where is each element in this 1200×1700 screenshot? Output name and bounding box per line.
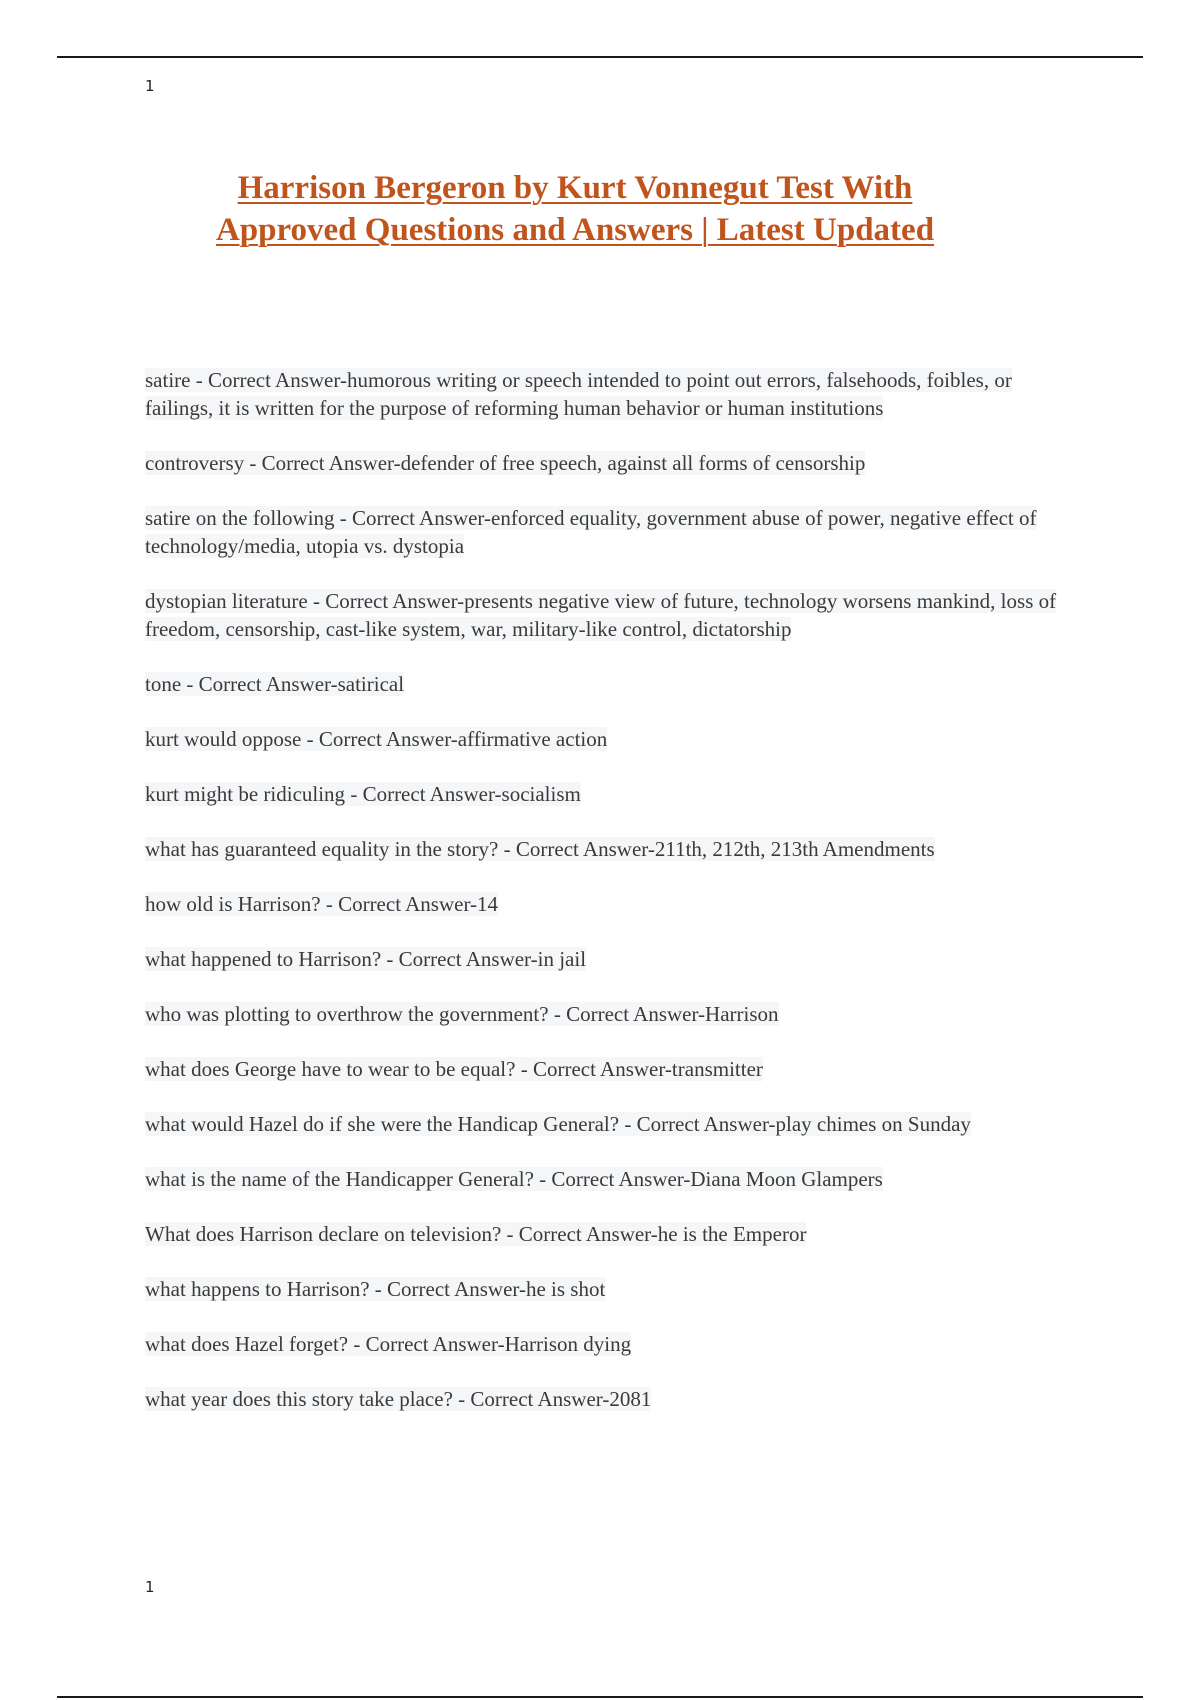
qa-text (145, 1112, 971, 1136)
separator: - (533, 1167, 552, 1191)
answer-text: 211th, 212th, 213th Amendments (654, 837, 935, 861)
qa-text (145, 1277, 605, 1301)
qa-item (145, 780, 1065, 808)
answer-text: he is shot (525, 1277, 606, 1301)
answer-text: 14 (477, 892, 499, 916)
question-text: what has guaranteed equality in the story? (145, 837, 499, 861)
separator: - (619, 1112, 637, 1136)
qa-item (145, 449, 1065, 477)
qa-item (145, 366, 1065, 422)
question-text: satire on the following (145, 506, 335, 530)
answer-text: defender of free speech, against all forms of censorship (400, 451, 866, 475)
question-text: what does Hazel forget? (145, 1332, 349, 1356)
answer-prefix: Correct Answer- (198, 672, 338, 696)
qa-text (145, 837, 935, 861)
separator: - (515, 1057, 533, 1081)
qa-text (145, 506, 1037, 558)
qa-item (145, 1385, 1065, 1413)
qa-text (145, 892, 498, 916)
question-text: What does Harrison declare on television? (145, 1222, 502, 1246)
page-number-bottom: 1 (145, 1578, 155, 1596)
document-title (145, 167, 1005, 251)
question-text: how old is Harrison? (145, 892, 321, 916)
qa-item (145, 1275, 1065, 1303)
answer-text: humorous writing or speech intended to point out errors, falsehoods, foibles, or failings, it is written for the purpose of reforming human behavior or human institutions (145, 368, 1012, 420)
answer-prefix: Correct Answer- (325, 589, 465, 613)
answer-text: transmitter (671, 1057, 763, 1081)
page-number-top: 1 (145, 77, 155, 95)
question-text: what happens to Harrison? (145, 1277, 370, 1301)
separator: - (369, 1277, 388, 1301)
separator: - (190, 368, 208, 392)
answer-prefix: Correct Answer- (318, 727, 458, 751)
separator: - (244, 451, 262, 475)
answer-text: presents negative view of future, technology worsens mankind, loss of freedom, censorship, cast-like system, war, military-like control, dictatorship (145, 589, 1057, 641)
answer-text: socialism (501, 782, 581, 806)
title-line-2: Approved Questions and Answers | Latest Updated (215, 212, 935, 249)
answer-text: enforced equality, government abuse of power, negative effect of technology/media, utopia vs. dystopia (145, 506, 1037, 558)
answer-prefix: Correct Answer- (532, 1057, 672, 1081)
answer-prefix: Correct Answer- (551, 1167, 691, 1191)
qa-text (145, 1167, 883, 1191)
answer-prefix: Correct Answer- (362, 782, 502, 806)
answer-prefix: Correct Answer- (515, 837, 655, 861)
answer-prefix: Correct Answer- (518, 1222, 658, 1246)
qa-item (145, 1220, 1065, 1248)
qa-item (145, 945, 1065, 973)
question-text: controversy (145, 451, 245, 475)
qa-item (145, 835, 1065, 863)
footer-rule (57, 1696, 1143, 1698)
qa-item (145, 725, 1065, 753)
answer-text: affirmative action (457, 727, 608, 751)
answer-prefix: Correct Answer- (338, 892, 478, 916)
question-text: what is the name of the Handicapper General? (145, 1167, 534, 1191)
answer-prefix: Correct Answer- (261, 451, 401, 475)
qa-text (145, 589, 1056, 641)
answer-prefix: Correct Answer- (365, 1332, 505, 1356)
qa-text (145, 368, 1012, 420)
qa-text (145, 1002, 779, 1026)
qa-text (145, 947, 586, 971)
qa-text (145, 727, 607, 751)
qa-item (145, 587, 1065, 643)
qa-item (145, 890, 1065, 918)
qa-text (145, 1222, 806, 1246)
answer-text: Harrison (705, 1002, 779, 1026)
qa-text (145, 782, 581, 806)
separator: - (348, 1332, 366, 1356)
separator: - (548, 1002, 567, 1026)
answer-prefix: Correct Answer- (398, 947, 538, 971)
question-text: satire (145, 368, 191, 392)
answer-prefix: Correct Answer- (470, 1387, 610, 1411)
answer-prefix: Correct Answer- (207, 368, 347, 392)
separator: - (501, 1222, 519, 1246)
question-text: what year does this story take place? (145, 1387, 453, 1411)
separator: - (452, 1387, 471, 1411)
qa-text (145, 1332, 631, 1356)
question-text: dystopian literature (145, 589, 308, 613)
title-line-1: Harrison Bergeron by Kurt Vonnegut Test With (237, 170, 913, 207)
question-text: tone (145, 672, 182, 696)
answer-text: Harrison dying (504, 1332, 632, 1356)
qa-item (145, 670, 1065, 698)
qa-list (145, 366, 1065, 1440)
answer-prefix: Correct Answer- (566, 1002, 706, 1026)
answer-prefix: Correct Answer- (636, 1112, 776, 1136)
answer-text: satirical (337, 672, 405, 696)
qa-item (145, 1330, 1065, 1358)
question-text: what does George have to wear to be equal? (145, 1057, 516, 1081)
separator: - (381, 947, 399, 971)
separator: - (320, 892, 339, 916)
answer-prefix: Correct Answer- (387, 1277, 526, 1301)
qa-item (145, 504, 1065, 560)
qa-text (145, 1387, 651, 1411)
answer-text: play chimes on Sunday (775, 1112, 971, 1136)
qa-text (145, 1057, 763, 1081)
question-text: what happened to Harrison? (145, 947, 382, 971)
answer-text: in jail (537, 947, 587, 971)
qa-item (145, 1165, 1065, 1193)
question-text: kurt would oppose (145, 727, 302, 751)
separator: - (345, 782, 363, 806)
qa-item (145, 1110, 1065, 1138)
qa-text (145, 672, 404, 696)
answer-text: Diana Moon Glampers (690, 1167, 883, 1191)
answer-prefix: Correct Answer- (352, 506, 491, 530)
qa-text (145, 451, 865, 475)
question-text: kurt might be ridiculing (145, 782, 346, 806)
question-text: who was plotting to overthrow the government? (145, 1002, 549, 1026)
separator: - (307, 589, 326, 613)
answer-text: he is the Emperor (657, 1222, 807, 1246)
header-rule (57, 56, 1143, 58)
separator: - (301, 727, 319, 751)
answer-text: 2081 (609, 1387, 652, 1411)
qa-item (145, 1055, 1065, 1083)
separator: - (181, 672, 199, 696)
qa-item (145, 1000, 1065, 1028)
separator: - (498, 837, 516, 861)
separator: - (334, 506, 353, 530)
question-text: what would Hazel do if she were the Handicap General? (145, 1112, 620, 1136)
